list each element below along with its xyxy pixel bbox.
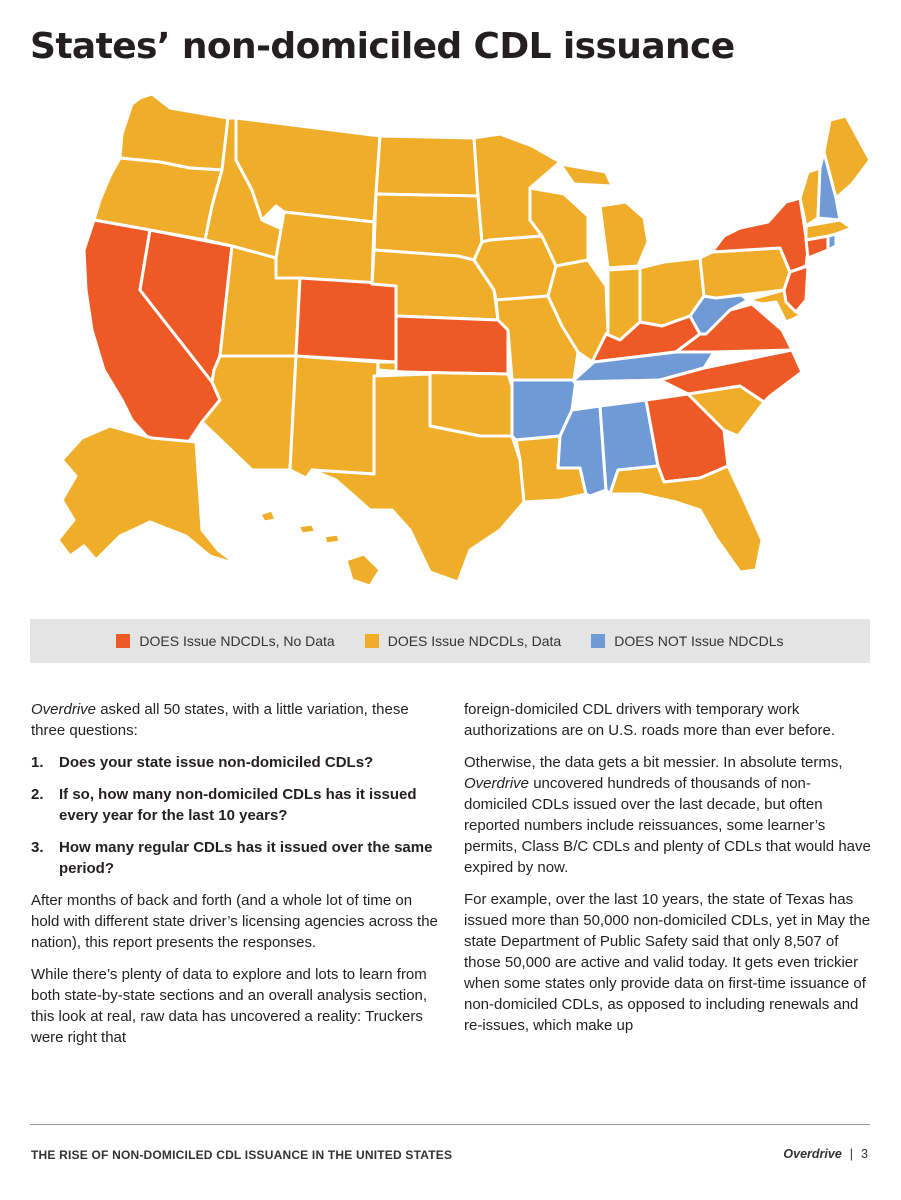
legend-label-does-not: DOES NOT Issue NDCDLs <box>614 633 784 649</box>
legend-label-data: DOES Issue NDCDLs, Data <box>387 633 562 649</box>
paragraph-after-months: After months of back and forth (and a whole lot of time on hold with different state driver’s licensing agencies across the nation), this report presents the responses. <box>31 892 438 951</box>
footer-divider <box>30 1124 870 1125</box>
body-column-right <box>464 699 874 1047</box>
state-wyoming <box>276 212 374 286</box>
paragraph-continuation: foreign-domiciled CDL drivers with temporary work authorizations are on U.S. roads more than ever before. <box>464 701 836 739</box>
intro-paragraph <box>31 699 443 741</box>
paragraph-while: While there’s plenty of data to explore and lots to learn from both state-by-state sections and an overall analysis section, this look at real, raw data has uncovered a reality: Truckers were right that <box>31 966 428 1046</box>
body-column-left <box>31 699 443 1059</box>
legend-item-no-data <box>116 633 334 649</box>
question-number: 2. <box>31 786 44 803</box>
question-text: Does your state issue non-domiciled CDLs? <box>59 754 374 771</box>
footer-brand: Overdrive <box>783 1147 842 1161</box>
state-alaska <box>58 426 236 564</box>
question-item <box>31 752 443 773</box>
questions-list <box>31 752 443 879</box>
page-title: States’ non-domiciled CDL issuance <box>30 26 735 67</box>
intro-brand: Overdrive <box>31 701 97 718</box>
map-legend <box>30 619 870 663</box>
question-number: 1. <box>31 754 44 771</box>
footer-page-info <box>783 1147 868 1161</box>
otherwise-brand: Overdrive <box>464 775 530 792</box>
legend-swatch-no-data <box>116 634 130 648</box>
state-north-dakota <box>376 136 478 196</box>
question-item <box>31 837 443 879</box>
question-number: 3. <box>31 839 44 856</box>
paragraph-otherwise <box>464 752 874 878</box>
state-montana <box>236 118 380 222</box>
legend-item-does-not <box>591 633 783 649</box>
state-new-mexico <box>290 356 378 478</box>
legend-swatch-does-not <box>591 634 605 648</box>
paragraph-for-example: For example, over the last 10 years, the state of Texas has issued more than 50,000 non-domiciled CDLs, yet in May the state Department of Public Safety said that only 8,507 of those 50,000 are active and valid today. It gets even trickier when some states only provide data on first-time issuance of non-domiciled CDLs, as opposed to including renewals and re-issues, which make up <box>464 891 871 1034</box>
question-text: If so, how many non-domiciled CDLs has it issued every year for the last 10 years? <box>59 786 417 824</box>
otherwise-text-a: Otherwise, the data gets a bit messier. In absolute terms, <box>464 754 843 771</box>
state-florida <box>610 466 762 572</box>
state-kansas <box>396 316 508 374</box>
state-colorado <box>296 278 396 362</box>
intro-text: asked all 50 states, with a little variation, these three questions: <box>31 701 409 739</box>
state-hawaii <box>260 510 380 586</box>
footer-report-title: THE RISE OF NON-DOMICILED CDL ISSUANCE IN THE UNITED STATES <box>31 1148 453 1162</box>
legend-label-no-data: DOES Issue NDCDLs, No Data <box>139 633 335 649</box>
question-text: How many regular CDLs has it issued over the same period? <box>59 839 433 877</box>
state-arizona <box>202 356 296 470</box>
page-number: 3 <box>861 1147 868 1161</box>
us-states-map <box>0 90 901 610</box>
legend-item-data <box>365 633 562 649</box>
legend-swatch-data <box>365 634 379 648</box>
otherwise-text-b: uncovered hundreds of thousands of non-domiciled CDLs issued over the last decade, but often reported numbers include reissuances, some learner’s permits, Class B/C CDLs and plenty of CDLs that would have expired by now. <box>464 775 871 876</box>
state-pennsylvania <box>700 248 790 298</box>
footer-separator: | <box>849 1147 854 1161</box>
question-item <box>31 784 443 826</box>
